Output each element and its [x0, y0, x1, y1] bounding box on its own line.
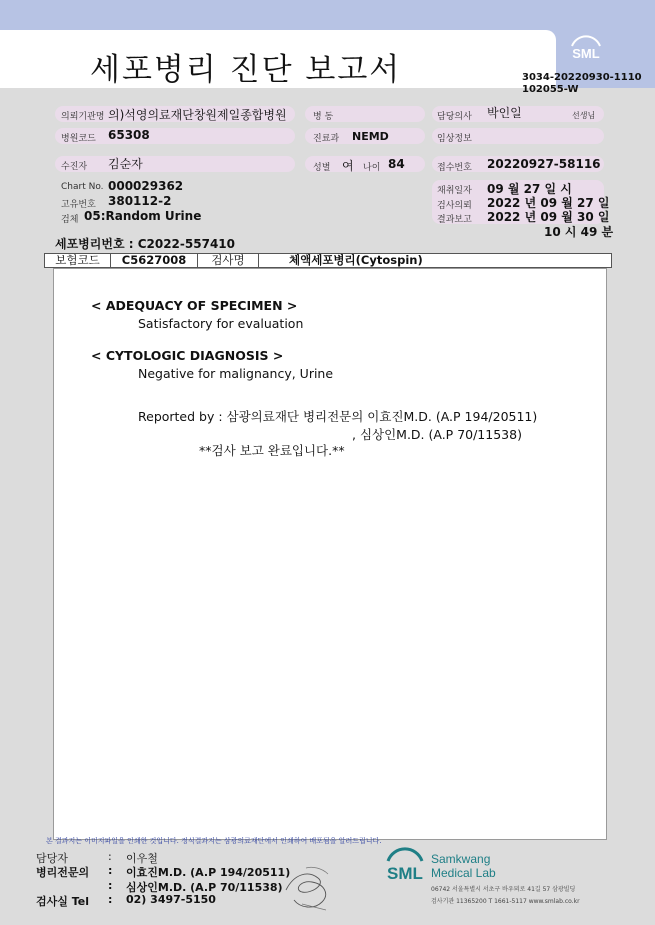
chart-value: 000029362: [108, 179, 184, 193]
pathologist-label: 병리전문의: [36, 866, 90, 879]
collect-label: 채취일자: [437, 186, 472, 196]
page-title: 세포병리 진단 보고서: [90, 52, 402, 88]
specimen-value: 05:Random Urine: [84, 209, 202, 223]
chart-label: Chart No.: [61, 182, 104, 192]
notice-text: 본 결과지는 이미지파일을 인쇄한 것입니다. 정식결과지는 삼광의료재단에서 인쇄하여 배포됨을 알려드립니다.: [46, 837, 382, 845]
doctor-suffix: 선생님: [572, 111, 596, 120]
unique-label: 고유번호: [61, 200, 96, 210]
dept-label: 진료과: [313, 134, 340, 144]
request-label: 검사의뢰: [437, 201, 472, 211]
lab-tel-value: 02) 3497-5150: [126, 893, 216, 906]
result-time: 10 시 49 분: [544, 225, 614, 239]
logo-text: SML: [572, 46, 600, 61]
manager-colon: :: [108, 850, 112, 863]
clinical-info-label: 임상정보: [437, 134, 472, 144]
patient-label: 수진자: [61, 162, 88, 172]
ward-label: 병 동: [313, 112, 334, 122]
samkwang-logo-icon: [382, 847, 428, 885]
institution-label: 의뢰기관명: [61, 112, 105, 122]
hospital-code-value: 65308: [108, 128, 150, 142]
patient-value: 김순자: [108, 157, 143, 171]
code-row: [44, 253, 612, 268]
report-panel: [53, 268, 607, 840]
reported-by-line2: , 심상인M.D. (A.P 70/11538): [352, 427, 522, 442]
doctor-value: 박인일: [487, 106, 522, 120]
ins-code-value: C5627008: [111, 254, 198, 267]
ins-code-label: 보험코드: [45, 254, 111, 267]
doc-id-line1: 3034-20220930-1110: [522, 72, 642, 83]
unique-value: 380112-2: [108, 194, 172, 208]
receipt-value: 20220927-58116: [487, 157, 601, 171]
specimen-label: 검체: [61, 215, 79, 225]
result-value: 2022 년 09 월 30 일: [487, 210, 610, 224]
result-label: 결과보고: [437, 215, 472, 225]
doc-id-line2: 102055-W: [522, 84, 579, 95]
manager-label: 담당자: [36, 852, 68, 865]
signature-icon: [282, 860, 338, 914]
hospital-code-label: 병원코드: [61, 134, 96, 144]
sex-value: 여: [342, 159, 354, 173]
report-complete: **검사 보고 완료입니다.**: [199, 443, 345, 458]
sml-logo-icon: [566, 34, 606, 66]
age-label: 나이: [363, 163, 381, 173]
pathologist-colon-1: :: [108, 864, 113, 877]
manager-value: 이우철: [126, 852, 158, 865]
company-lab-info: 검사기관 11365200 T 1661-5117 www.smlab.co.kr: [431, 898, 580, 905]
adequacy-text: Satisfactory for evaluation: [138, 316, 304, 331]
pathologist-1: 이효진M.D. (A.P 194/20511): [126, 866, 291, 879]
test-name-label: 검사명: [198, 254, 259, 267]
diagnosis-heading: < CYTOLOGIC DIAGNOSIS >: [91, 348, 284, 363]
dept-value: NEMD: [352, 130, 389, 143]
patient-pill: [55, 156, 295, 172]
lab-tel-label: 검사실 Tel: [36, 895, 89, 908]
doctor-label: 담당의사: [437, 112, 472, 122]
test-name-value: 체액세포병리(Cytospin): [289, 253, 423, 267]
reported-by-line1: Reported by : 삼광의료재단 병리전문의 이효진M.D. (A.P 194/20511): [138, 409, 538, 424]
company-name-line2: Medical Lab: [431, 866, 496, 880]
request-value: 2022 년 09 월 27 일: [487, 196, 610, 210]
lab-tel-colon: :: [108, 893, 113, 906]
pathologist-2: 심상인M.D. (A.P 70/11538): [126, 881, 283, 894]
diagnosis-text: Negative for malignancy, Urine: [138, 366, 334, 381]
age-value: 84: [388, 157, 405, 171]
pathologist-colon-2: :: [108, 879, 113, 892]
sex-label: 성별: [313, 163, 331, 173]
receipt-label: 접수번호: [437, 163, 472, 173]
institution-value: 의)석영의료재단창원제일종합병원: [108, 108, 287, 122]
company-address: 06742 서울특별시 서초구 바우뫼로 41길 57 삼광빌딩: [431, 886, 576, 893]
footer-logo-text: SML: [387, 864, 423, 883]
company-name-line1: Samkwang: [431, 852, 491, 866]
collect-value: 09 월 27 일 시: [487, 182, 572, 196]
report-number: 세포병리번호 : C2022-557410: [55, 237, 235, 251]
adequacy-heading: < ADEQUACY OF SPECIMEN >: [91, 298, 298, 313]
